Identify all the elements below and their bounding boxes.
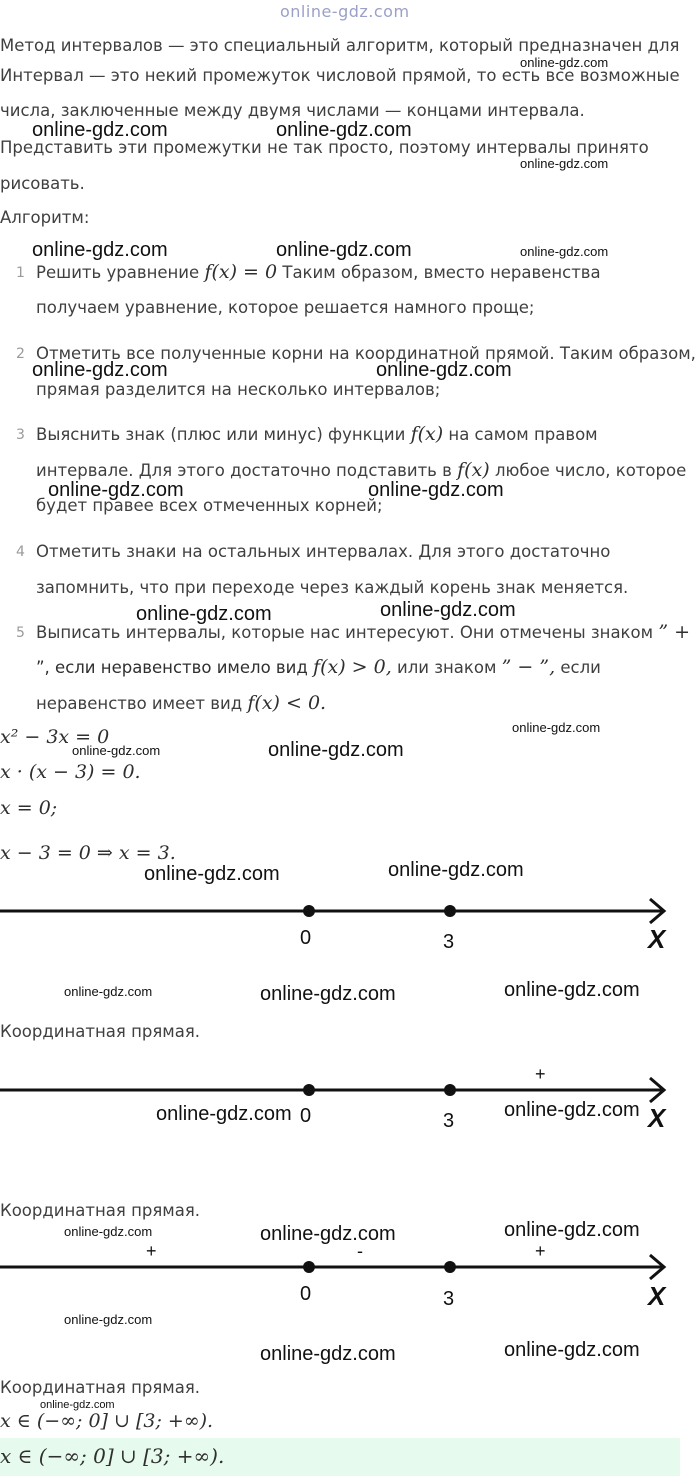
watermark: online-gdz.com xyxy=(260,983,396,1005)
answer-line-1: x ∈ (−∞; 0] ∪ [3; +∞). xyxy=(0,1410,214,1432)
sign-label: + xyxy=(146,1241,157,1261)
watermark: online-gdz.com xyxy=(504,1339,640,1361)
point-label: 3 xyxy=(443,1110,455,1132)
step-3-line-3: будет правее всех отмеченных корней; xyxy=(36,496,383,515)
watermark: online-gdz.com xyxy=(504,979,640,1001)
caption-1: Координатная прямая. xyxy=(0,1022,201,1041)
step-number: 5 xyxy=(16,625,25,641)
equation-2: x · (x − 3) = 0. xyxy=(0,761,141,783)
watermark: online-gdz.com xyxy=(64,984,153,999)
caption-3: Координатная прямая. xyxy=(0,1378,201,1397)
sign-label: + xyxy=(535,1241,546,1261)
step-number: 2 xyxy=(16,346,25,362)
step-5-line-1: Выписать интервалы, которые нас интересуют. Они отмечены знаком ” + xyxy=(36,621,691,643)
point-label: 0 xyxy=(300,1105,312,1127)
root-point xyxy=(303,905,315,917)
watermark: online-gdz.com xyxy=(276,119,412,141)
watermark: online-gdz.com xyxy=(520,244,609,259)
site-title: online-gdz.com xyxy=(280,2,410,21)
step-1-line-1: Решить уравнение f(x) = 0 Таким образом, вместо неравенства xyxy=(36,261,601,283)
watermark: online-gdz.com xyxy=(64,1312,153,1327)
answer-line-2: x ∈ (−∞; 0] ∪ [3; +∞). xyxy=(0,1444,225,1468)
step-2-line-1: Отметить все полученные корни на координатной прямой. Таким образом, xyxy=(36,344,696,363)
watermark: online-gdz.com xyxy=(276,239,412,261)
watermark: online-gdz.com xyxy=(144,863,280,885)
step-3-line-1: Выяснить знак (плюс или минус) функции f(x) на самом правом xyxy=(36,423,598,445)
step-5-line-3: неравенство имеет вид f(x) < 0. xyxy=(36,692,327,714)
watermark: online-gdz.com xyxy=(388,859,524,881)
equation-4: x − 3 = 0 ⇒ x = 3. xyxy=(0,842,176,864)
watermark: online-gdz.com xyxy=(156,1103,292,1125)
watermark: online-gdz.com xyxy=(504,1099,640,1121)
point-label: 0 xyxy=(300,1283,312,1305)
intro-line-4: Представить эти промежутки не так просто, поэтому интервалы принято xyxy=(0,138,649,157)
root-point xyxy=(444,1084,456,1096)
intro-line-1: Метод интервалов — это специальный алгоритм, который предназначен для xyxy=(0,36,680,55)
step-1-line-2: получаем уравнение, которое решается намного проще; xyxy=(36,298,535,317)
axis-label: X xyxy=(648,1281,666,1311)
number-line-1 xyxy=(0,890,680,960)
number-line-2 xyxy=(0,1060,680,1135)
watermark: online-gdz.com xyxy=(32,359,168,381)
watermark: online-gdz.com xyxy=(48,479,184,501)
axis-label: X xyxy=(648,1103,666,1133)
intro-line-2: Интервал — это некий промежуток числовой прямой, то есть все возможные xyxy=(0,66,680,85)
watermark: online-gdz.com xyxy=(32,119,168,141)
root-point xyxy=(303,1261,315,1273)
step-number: 1 xyxy=(16,265,25,281)
step-2-line-2: прямая разделится на несколько интервалов; xyxy=(36,380,441,399)
watermark: online-gdz.com xyxy=(368,479,504,501)
intro-line-5: рисовать. xyxy=(0,174,85,193)
step-3-line-2: интервале. Для этого достаточно подставить в f(x) любое число, которое xyxy=(36,459,687,481)
watermark: online-gdz.com xyxy=(268,739,404,761)
point-label: 3 xyxy=(443,1288,455,1310)
step-4-line-1: Отметить знаки на остальных интервалах. Для этого достаточно xyxy=(36,542,611,561)
intro-line-3: числа, заключенные между двумя числами — концами интервала. xyxy=(0,101,585,120)
root-point xyxy=(444,905,456,917)
watermark: online-gdz.com xyxy=(376,359,512,381)
step-5-line-2: ”, если неравенство имело вид f(x) > 0, или знаком ” − ”, если xyxy=(36,656,601,678)
watermark: online-gdz.com xyxy=(64,1224,153,1239)
watermark: online-gdz.com xyxy=(40,1399,115,1411)
axis-label: X xyxy=(648,924,666,954)
caption-2: Координатная прямая. xyxy=(0,1201,201,1220)
watermark: online-gdz.com xyxy=(260,1343,396,1365)
step-number: 3 xyxy=(16,427,25,443)
watermark: online-gdz.com xyxy=(260,1223,396,1245)
watermark: online-gdz.com xyxy=(32,239,168,261)
watermark: online-gdz.com xyxy=(380,599,516,621)
number-line-3 xyxy=(0,1240,680,1315)
watermark: online-gdz.com xyxy=(520,55,609,70)
algorithm-heading: Алгоритм: xyxy=(0,208,90,227)
sign-label: - xyxy=(357,1241,363,1261)
watermark: online-gdz.com xyxy=(520,156,609,171)
root-point xyxy=(444,1261,456,1273)
watermark: online-gdz.com xyxy=(512,720,601,735)
root-point xyxy=(303,1084,315,1096)
sign-label: + xyxy=(535,1064,546,1084)
point-label: 3 xyxy=(443,931,455,953)
watermark: online-gdz.com xyxy=(136,603,272,625)
equation-1: x² − 3x = 0 xyxy=(0,726,110,748)
point-label: 0 xyxy=(300,927,312,949)
step-number: 4 xyxy=(16,544,25,560)
watermark: online-gdz.com xyxy=(72,743,161,758)
watermark: online-gdz.com xyxy=(504,1219,640,1241)
equation-3: x = 0; xyxy=(0,797,58,819)
step-4-line-2: запомнить, что при переходе через каждый корень знак меняется. xyxy=(36,578,629,597)
